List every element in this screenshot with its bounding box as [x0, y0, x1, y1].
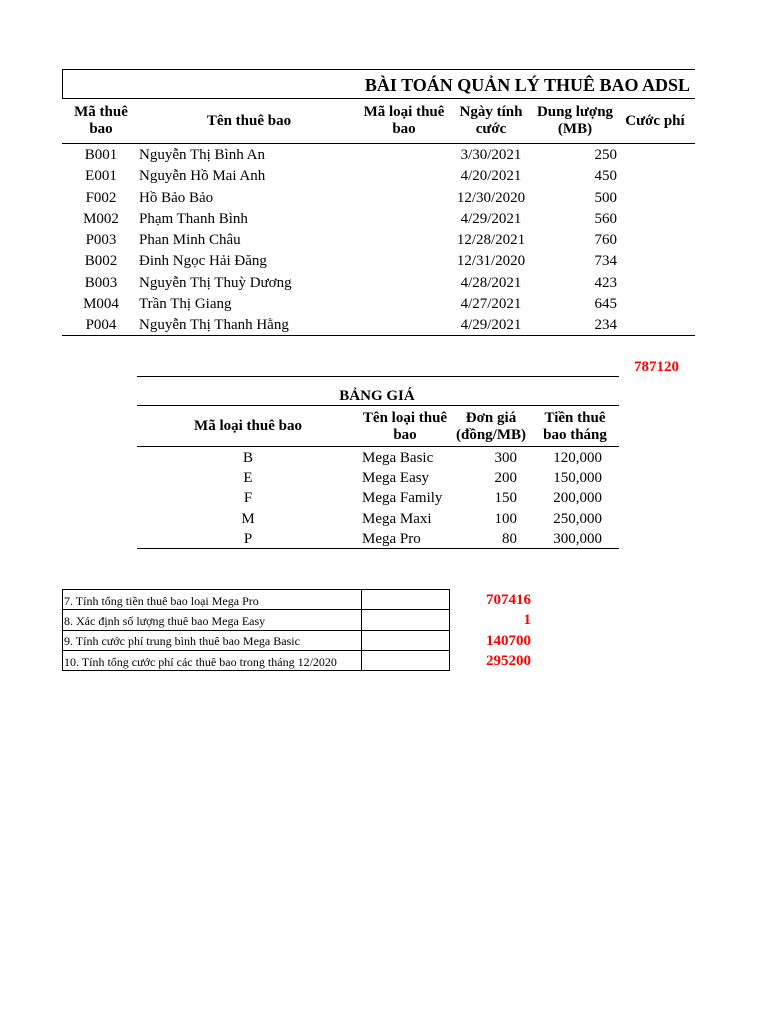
- header-bottom-border: [62, 143, 695, 144]
- total-value: 787120: [634, 359, 679, 375]
- cell-ma: F002: [85, 190, 117, 206]
- header-ten-thue-bao: Tên thuê bao: [206, 113, 292, 129]
- cell-dung-luong: 560: [594, 211, 617, 227]
- price-table-title: [137, 388, 619, 405]
- question-text: 9. Tính cước phí trung bình thuê bao Mega Basic: [64, 634, 300, 648]
- question-text: 8. Xác định số lượng thuê bao Mega Easy: [64, 614, 266, 628]
- cell-dung-luong: 250: [594, 147, 617, 163]
- price-cell-ma: F: [243, 490, 253, 506]
- price-cell-don-gia: 150: [494, 490, 517, 506]
- cell-ngay: 12/30/2020: [456, 190, 526, 206]
- question-answer: 140700: [486, 633, 531, 649]
- cell-ma: M002: [83, 211, 119, 227]
- cell-dung-luong: 500: [594, 190, 617, 206]
- cell-ma: B003: [84, 275, 118, 291]
- questions-row-border: [62, 630, 450, 631]
- price-header-top-border: [137, 405, 619, 406]
- cell-ngay: 12/31/2020: [456, 253, 526, 269]
- header-ma-thue-bao: Mã thuê bao: [74, 104, 128, 137]
- price-header-don-gia: Đơn giá (đồng/MB): [455, 410, 526, 443]
- cell-dung-luong: 234: [594, 317, 617, 333]
- cell-ten: Đinh Ngọc Hải Đăng: [139, 253, 267, 269]
- header-top-border: [62, 98, 695, 99]
- price-header-tien-thue: Tiền thuê bao tháng: [543, 410, 607, 443]
- price-cell-ma: P: [243, 531, 253, 547]
- price-cell-ten: Mega Family: [362, 490, 443, 506]
- cell-ten: Nguyễn Hồ Mai Anh: [139, 168, 266, 184]
- cell-dung-luong: 645: [594, 296, 617, 312]
- cell-ma: E001: [85, 168, 117, 184]
- header-cuoc-phi: Cước phí: [625, 113, 685, 129]
- cell-ma: M004: [83, 296, 119, 312]
- question-answer: 1: [523, 612, 531, 628]
- cell-ngay: 12/28/2021: [456, 232, 526, 248]
- questions-top-border: [62, 589, 450, 590]
- questions-row-border: [62, 650, 450, 651]
- cell-ten: Hồ Bảo Bảo: [139, 190, 214, 206]
- cell-dung-luong: 450: [594, 168, 617, 184]
- title-left-border: [62, 69, 63, 99]
- questions-mid-border: [361, 589, 362, 670]
- price-cell-ma: E: [243, 470, 253, 486]
- price-cell-don-gia: 100: [494, 511, 517, 527]
- sheet-title: BÀI TOÁN QUẢN LÝ THUÊ BAO ADSL: [364, 75, 690, 95]
- questions-bottom-border: [62, 670, 450, 671]
- cell-ten: Trần Thị Giang: [139, 296, 232, 312]
- cell-ngay: 4/29/2021: [460, 317, 522, 333]
- cell-ten: Nguyễn Thị Bình An: [139, 147, 265, 163]
- price-cell-tien-thue: 120,000: [553, 450, 602, 466]
- cell-ngay: 3/30/2021: [460, 147, 522, 163]
- cell-ngay: 4/29/2021: [460, 211, 522, 227]
- cell-dung-luong: 760: [594, 232, 617, 248]
- questions-left-border: [62, 589, 63, 670]
- price-cell-ma: B: [242, 450, 253, 466]
- cell-ma: P004: [85, 317, 117, 333]
- price-cell-don-gia: 200: [494, 470, 517, 486]
- header-ngay-tinh-cuoc: Ngày tính cước: [459, 104, 523, 137]
- cell-ngay: 4/27/2021: [460, 296, 522, 312]
- price-header-bottom-border: [137, 446, 619, 447]
- price-cell-ten: Mega Pro: [362, 531, 421, 547]
- cell-ngay: 4/20/2021: [460, 168, 522, 184]
- price-cell-ten: Mega Easy: [362, 470, 430, 486]
- question-answer: 295200: [486, 653, 531, 669]
- price-bottom-border: [137, 548, 619, 549]
- cell-ten: Phan Minh Châu: [139, 232, 241, 248]
- question-text: 10. Tính tổng cước phí các thuê bao trong tháng 12/2020: [64, 655, 337, 669]
- price-cell-don-gia: 300: [494, 450, 517, 466]
- header-ma-loai-thue-bao: Mã loại thuê bao: [363, 104, 445, 137]
- price-header-ten-loai: Tên loại thuê bao: [362, 410, 448, 443]
- questions-row-border: [62, 609, 450, 610]
- question-text: 7. Tính tổng tiền thuê bao loại Mega Pro: [64, 594, 259, 608]
- price-table-title-text: BẢNG GIÁ: [339, 388, 415, 404]
- cell-ma: P003: [85, 232, 117, 248]
- header-dung-luong: Dung lượng (MB): [536, 104, 614, 137]
- price-cell-tien-thue: 250,000: [553, 511, 602, 527]
- cell-ten: Nguyễn Thị Thanh Hằng: [139, 317, 289, 333]
- price-cell-ten: Mega Maxi: [362, 511, 432, 527]
- cell-dung-luong: 734: [594, 253, 617, 269]
- cell-dung-luong: 423: [594, 275, 617, 291]
- price-cell-ma: M: [241, 511, 255, 527]
- cell-ten: Nguyễn Thị Thuỳ Dương: [139, 275, 292, 291]
- question-answer: 707416: [486, 592, 531, 608]
- cell-ma: B002: [84, 253, 118, 269]
- cell-ten: Phạm Thanh Bình: [139, 211, 248, 227]
- price-cell-tien-thue: 300,000: [553, 531, 602, 547]
- price-cell-don-gia: 80: [502, 531, 517, 547]
- price-cell-tien-thue: 200,000: [553, 490, 602, 506]
- price-header-ma-loai: Mã loại thuê bao: [194, 418, 302, 434]
- price-cell-tien-thue: 150,000: [553, 470, 602, 486]
- cell-ngay: 4/28/2021: [460, 275, 522, 291]
- title-top-border: [62, 69, 695, 70]
- cell-ma: B001: [84, 147, 118, 163]
- table-bottom-border: [62, 335, 695, 336]
- price-cell-ten: Mega Basic: [362, 450, 434, 466]
- price-top-border: [137, 376, 619, 377]
